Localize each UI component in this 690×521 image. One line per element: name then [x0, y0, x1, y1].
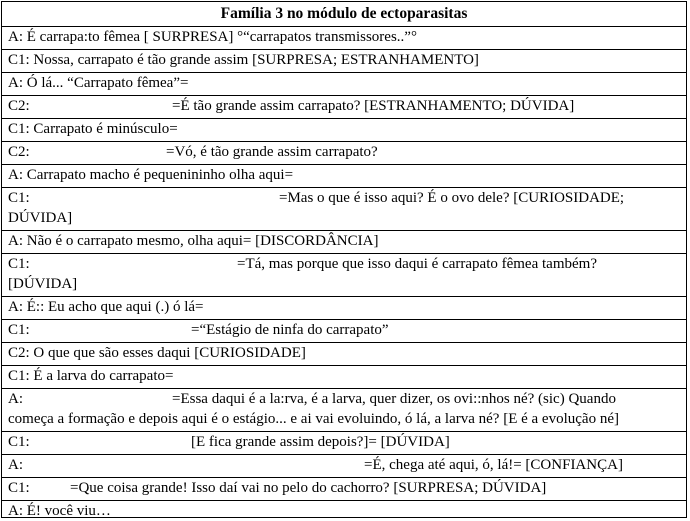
row-text: A: É:: Eu acho que aqui (.) ó lá= [8, 299, 204, 315]
row-speaker: C2: [8, 144, 30, 160]
table-row [2, 297, 686, 320]
row-text: =Que coisa grande! Isso daí vai no pelo do cachorro? [SURPRESA; DÚVIDA] [70, 480, 547, 496]
table-row [2, 366, 686, 389]
row-text: A: É carrapa:to fêmea [ SURPRESA] °“carrapatos transmissores..”° [8, 29, 417, 45]
table-row [2, 501, 686, 521]
table-row [2, 432, 686, 455]
row-speaker: C1: [8, 190, 30, 206]
row-text: C1: Nossa, carrapato é tão grande assim [SURPRESA; ESTRANHAMENTO] [8, 52, 479, 68]
transcript-table [1, 1, 687, 518]
table-row [2, 188, 686, 231]
table-row [2, 455, 686, 478]
row-speaker: C2: [8, 98, 30, 114]
table-row [2, 320, 686, 343]
table-row [2, 96, 686, 119]
row-speaker: A: [8, 457, 23, 473]
row-text: =É tão grande assim carrapato? [ESTRANHAMENTO; DÚVIDA] [172, 98, 575, 114]
row-text: =“Estágio de ninfa do carrapato” [191, 322, 389, 338]
table-row [2, 27, 686, 50]
table-row [2, 231, 686, 254]
row-text: C1: Carrapato é minúsculo= [8, 121, 178, 137]
row-text: =É, chega até aqui, ó, lá!= [CONFIANÇA] [364, 457, 623, 473]
table-row [2, 73, 686, 96]
table-row [2, 478, 686, 501]
row-speaker: A: [8, 391, 23, 407]
table-title: Família 3 no módulo de ectoparasitas [2, 2, 686, 27]
row-text: =Mas o que é isso aqui? É o ovo dele? [CURIOSIDADE; [279, 190, 625, 206]
row-text: A: Ó lá... “Carrapato fêmea”= [8, 75, 189, 91]
row-text-continued: começa a formação e depois aqui é o estágio... e ai vai evoluindo, ó lá, a larva né? [E é a evolução né] [8, 411, 619, 427]
row-text: A: Carrapato macho é pequenininho olha aqui= [8, 167, 294, 183]
row-text: =Essa daqui é a la:rva, é a larva, quer dizer, os ovi::nhos né? (sic) Quando [172, 391, 616, 407]
row-speaker: C1: [8, 256, 30, 272]
row-text: C2: O que que são esses daqui [CURIOSIDADE] [8, 345, 306, 361]
row-text: A: Não é o carrapato mesmo, olha aqui= [DISCORDÂNCIA] [8, 233, 379, 249]
table-row [2, 119, 686, 142]
row-text: C1: É a larva do carrapato= [8, 368, 174, 384]
row-text-continued: DÚVIDA] [8, 210, 73, 226]
row-text: [E fica grande assim depois?]= [DÚVIDA] [191, 434, 450, 450]
table-row [2, 165, 686, 188]
row-text: =Vó, é tão grande assim carrapato? [166, 144, 378, 160]
table-row [2, 254, 686, 297]
row-speaker: C1: [8, 480, 30, 496]
table-row [2, 142, 686, 165]
row-speaker: C1: [8, 434, 30, 450]
table-row [2, 50, 686, 73]
row-text: A: É! você viu… [8, 503, 111, 519]
row-text: =Tá, mas porque que isso daqui é carrapato fêmea também? [237, 256, 597, 272]
table-row [2, 389, 686, 432]
row-speaker: C1: [8, 322, 30, 338]
row-text-continued: [DÚVIDA] [8, 276, 78, 292]
table-row [2, 343, 686, 366]
